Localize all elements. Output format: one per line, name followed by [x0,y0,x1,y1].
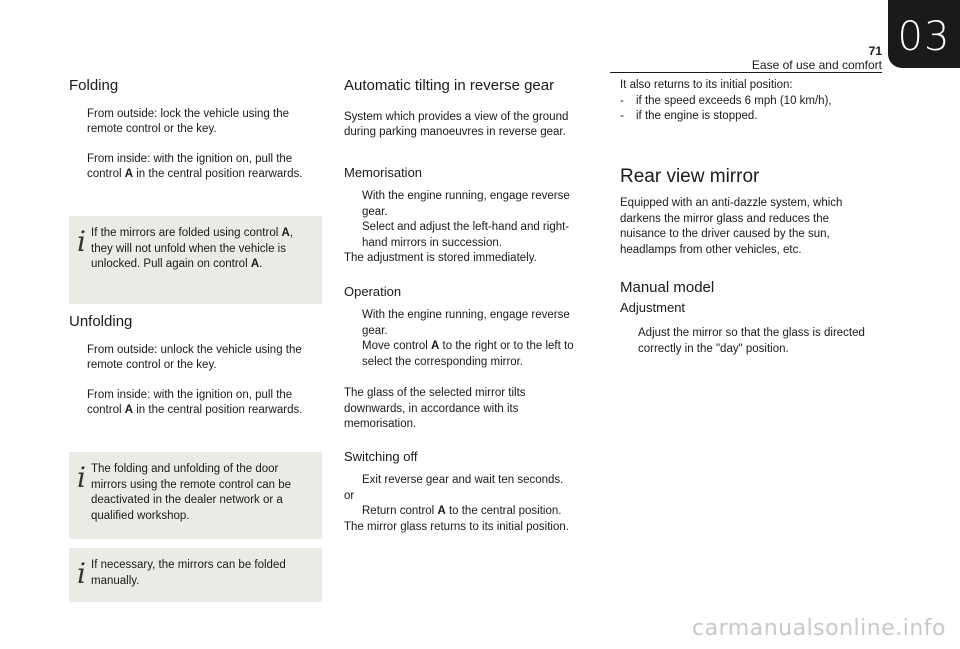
return-intro: It also returns to its initial position: [620,79,793,91]
info-note-folded: i If the mirrors are folded using control A, they will not unfold when the vehicle is unlocked. Pull again on control A. [69,216,322,304]
column-folding [69,78,319,183]
folding-heading: Folding [69,77,119,94]
section-title: Ease of use and comfort [751,58,882,72]
info-icon: i [77,225,86,258]
unfolding-heading: Unfolding [69,313,133,330]
switching-off-heading: Switching off [344,448,418,464]
chapter-number: 03 [897,14,951,60]
info-icon: i [77,461,86,494]
watermark: carmanualsonline.info [692,616,946,641]
info-icon: i [77,557,86,590]
column-rear-view [620,78,865,357]
auto-tilt-intro: System which provides a view of the ground during parking manoeuvres in reverse gear. [344,110,569,138]
column-auto-tilt [344,78,589,535]
switching-bullet-1: Exit reverse gear and wait ten seconds. [362,474,564,486]
adjustment-heading: Adjustment [620,299,686,315]
dash-icon: - [620,110,624,122]
header-rule [610,72,882,73]
info-note-manual: i If necessary, the mirrors can be folded manually. [69,548,322,602]
info-note-deactivate: i The folding and unfolding of the door mirrors using the remote control can be deactivated in the dealer network or a qualified workshop. [69,452,322,539]
rear-view-mirror-heading: Rear view mirror [620,165,760,187]
switching-note: The mirror glass returns to its initial position. [344,520,569,533]
operation-bullet-1: With the engine running, engage reverse gear. [362,309,570,337]
switching-or: or [344,489,355,502]
memorisation-heading: Memorisation [344,164,423,180]
folding-bullet-1: From outside: lock the vehicle using the remote control or the key. [87,107,289,135]
operation-heading: Operation [344,283,402,299]
memorisation-note: The adjustment is stored immediately. [344,252,537,264]
operation-note: The glass of the selected mirror tilts downwards, in accordance with its memorisation. [344,387,526,430]
operation-bullet-2: Move control A to the right or to the left to select the corresponding mirror. [362,340,574,368]
dash-icon: - [620,94,624,107]
unfolding-bullet-1: From outside: unlock the vehicle using the remote control or the key. [87,343,302,371]
memorisation-bullet-2: Select and adjust the left-hand and right-hand mirrors in succession. [362,221,570,249]
chapter-tab [888,0,960,68]
return-item-2: - if the engine is stopped. [620,109,865,125]
rear-view-mirror-text: Equipped with an anti-dazzle system, which darkens the mirror glass and reduces the nuisance to the driver caused by the sun, headlamps from other vehicles, etc. [620,197,843,256]
memorisation-bullet-1: With the engine running, engage reverse gear. [362,190,570,218]
folding-bullet-2: From inside: with the ignition on, pull the control A in the central position rearwards. [87,152,303,180]
column-unfolding [69,314,319,419]
switching-bullet-2: Return control A to the central position. [362,505,562,517]
adjustment-bullet-1: Adjust the mirror so that the glass is directed correctly in the "day" position. [638,327,865,355]
auto-tilt-heading: Automatic tilting in reverse gear [344,77,555,94]
unfolding-bullet-2: From inside: with the ignition on, pull the control A in the central position rearwards. [87,388,303,416]
manual-model-heading: Manual model [620,279,715,296]
return-item-1: - if the speed exceeds 6 mph (10 km/h), [620,94,865,110]
page-number: 71 [868,44,882,58]
